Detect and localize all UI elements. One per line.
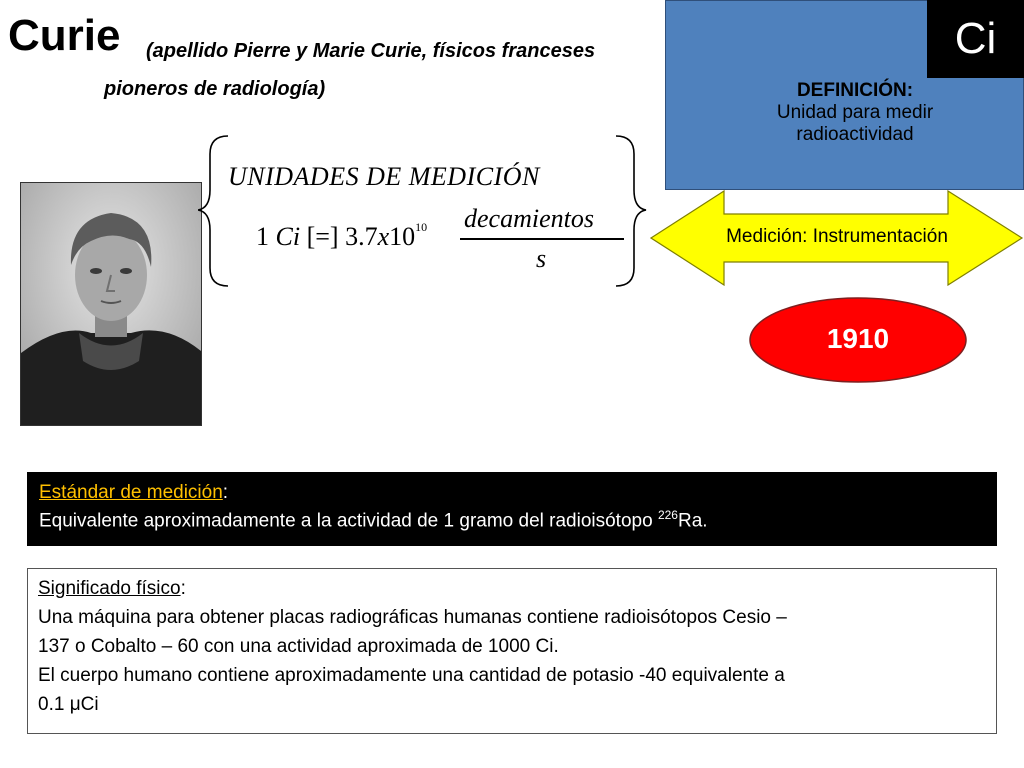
standard-box (27, 472, 997, 546)
definition-label: DEFINICIÓN: (796, 80, 914, 101)
title-subtitle-line2: pioneros de radiología) (104, 78, 326, 100)
physical-colon: : (180, 578, 186, 599)
units-formula (198, 128, 658, 292)
formula-unit: Ci (275, 222, 301, 251)
standard-label: Estándar de medición (39, 482, 223, 503)
formula-coefficient: 1 (256, 222, 269, 251)
measurement-label: Medición: Instrumentación (726, 226, 948, 247)
page-title: Curie (8, 11, 121, 60)
formula-heading: UNIDADES DE MEDICIÓN (228, 162, 540, 191)
title-subtitle-line1: (apellido Pierre y Marie Curie, físicos franceses (146, 40, 596, 62)
physical-line3: El cuerpo humano contiene aproximadamente una cantidad de potasio -40 equivalente a (38, 664, 785, 686)
isotope-mass-number: 226 (657, 507, 678, 522)
formula-numerator: decamientos (464, 204, 594, 233)
physical-meaning-box (27, 568, 997, 734)
formula-equation (256, 220, 427, 252)
physical-line1: Una máquina para obtener placas radiográficas humanas contiene radioisótopos Cesio – (38, 606, 787, 628)
physical-line4: 0.1 μCi (38, 693, 99, 715)
formula-denominator: s (536, 244, 547, 273)
fraction-bar (460, 238, 624, 240)
standard-colon: : (222, 482, 229, 503)
formula-equiv: [=] (306, 222, 339, 251)
definition-text (710, 80, 1000, 146)
formula-mantissa: 3.7 (345, 222, 378, 251)
physical-label: Significado físico (38, 578, 181, 599)
formula-base: 10 (389, 222, 416, 251)
definition-line1: Unidad para medir (776, 101, 934, 123)
formula-times: x (377, 222, 390, 251)
marie-curie-portrait (20, 182, 202, 426)
ci-symbol-badge: Ci (927, 0, 1024, 78)
standard-text: Equivalente aproximadamente a la actividad de 1 gramo del radioisótopo (39, 509, 658, 531)
year-label: 1910 (826, 323, 890, 354)
formula-exponent: 10 (415, 220, 428, 234)
physical-line2: 137 o Cobalto – 60 con una actividad aproximada de 1000 Ci. (38, 635, 559, 657)
isotope-symbol: Ra. (677, 509, 708, 531)
definition-line2: radioactividad (796, 123, 914, 145)
portrait-image (21, 183, 201, 425)
